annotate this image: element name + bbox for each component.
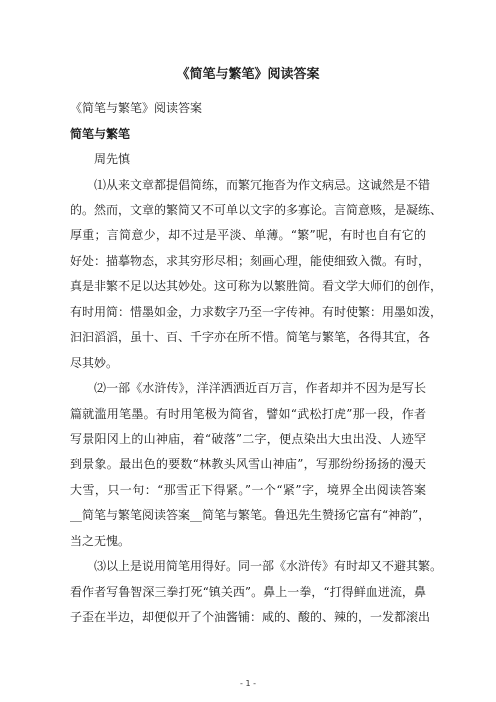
paragraph-line: 有时用简：惜墨如金，力求数字乃至一字传神。有时使繁：用墨如泼，	[70, 305, 443, 319]
paragraph-line: 真是非繁不足以达其妙处。这可称为以繁胜简。看文学大师们的创作，	[70, 279, 443, 293]
paragraph-line: 到景象。最出色的要数“林教头风雪山神庙”，写那纷纷扬扬的漫天	[70, 457, 426, 471]
page-number: - 1 -	[240, 679, 256, 688]
paragraph-line: 汩汩滔滔，虽十、百、千字亦在所不惜。简笔与繁笔，各得其宜，各	[70, 330, 431, 344]
paragraph-line: 好处：描摹物态，求其穷形尽相；刻画心理，能使细致入微。有时，	[70, 254, 431, 268]
paragraph-line: ⑴从来文章都提倡简练，而繁冗拖沓为作文病忌。这诚然是不错	[94, 178, 431, 192]
paragraph-line: 的。然而，文章的繁简又不可单以文字的多寡论。言简意赅，是凝练、	[70, 203, 443, 217]
document-subtitle: 《简笔与繁笔》阅读答案	[70, 101, 203, 115]
paragraph-line: 尽其妙。	[70, 356, 119, 370]
paragraph-line: 当之无愧。	[70, 534, 131, 548]
paragraph-line: 写景阳冈上的山神庙，着“破落”二字，便点染出大虫出没、人迹罕	[70, 432, 426, 446]
paragraph-line: __简笔与繁笔阅读答案__简笔与繁笔。鲁迅先生赞扬它富有“神韵”，	[70, 508, 431, 522]
paragraph-line: 大雪，只一句：“那雪正下得紧。”一个“紧”字，境界全出阅读答案	[70, 483, 426, 497]
paragraph-line: ⑵一部《水浒传》，洋洋洒洒近百万言，作者却并不因为是写长	[94, 381, 426, 395]
article-heading: 简笔与繁笔	[70, 127, 131, 141]
paragraph-line: 看作者写鲁智深三拳打死“镇关西”。鼻上一拳，“打得鲜血迸流，鼻	[70, 585, 426, 599]
paragraph-line: 厚重；言简意少，却不过是平淡、单薄。“繁”呢，有时也自有它的	[70, 228, 426, 242]
paragraph-line: 子歪在半边，却便似开了个油酱铺：咸的、酸的、辣的，一发都滚出	[70, 610, 431, 624]
document-title: 《简笔与繁笔》阅读答案	[176, 67, 320, 82]
article-author: 周先慎	[94, 152, 131, 166]
paragraph-line: ⑶以上是说用简笔用得好。同一部《水浒传》有时却又不避其繁。	[94, 559, 443, 573]
paragraph-line: 篇就滥用笔墨。有时用笔极为简省，譬如“武松打虎”那一段，作者	[70, 407, 426, 421]
